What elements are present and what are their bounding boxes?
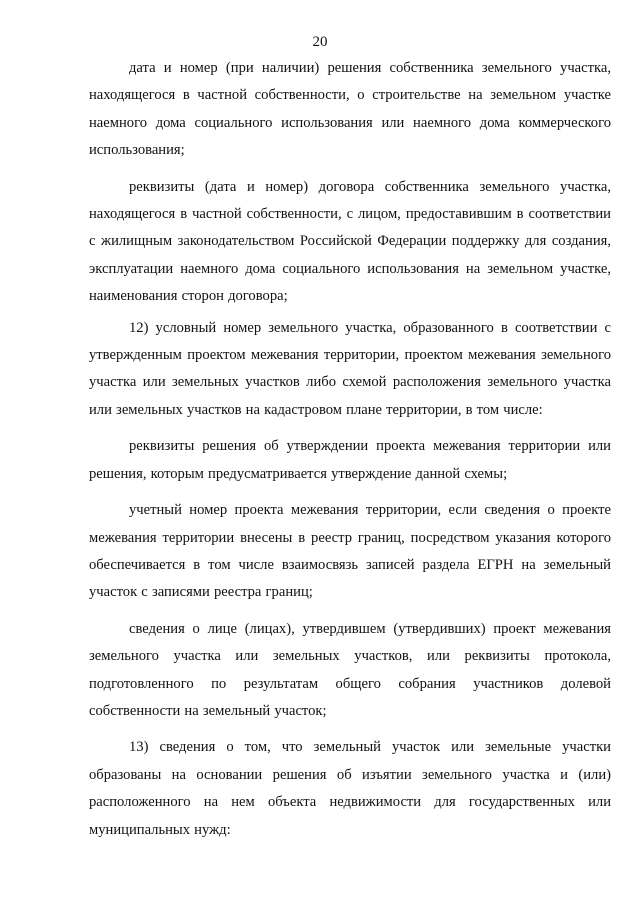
paragraph-owner-decision: дата и номер (при наличии) решения собственника земельного участка, находящегося в частной собственности, о строительстве на земельном участке наемного дома социального использования или наемного дома коммерческого использования; bbox=[89, 60, 611, 159]
paragraph-registration-number: учетный номер проекта межевания территории, если сведения о проекте межевания территории внесены в реестр границ, посредством указания которого обеспечивается в том числе взаимосвязь записей раздела ЕГРН на земельный участок с записями реестра границ; bbox=[89, 502, 611, 601]
page-number: 20 bbox=[312, 34, 328, 50]
paragraph-contract-details: реквизиты (дата и номер) договора собственника земельного участка, находящегося в частной собственности, с лицом, предоставившим в соответствии с жилищным законодательством Российской Федерации поддержку для создания, эксплуатации наемного дома социального использования на земельном участке, наименования сторон договора; bbox=[89, 178, 611, 305]
document-body bbox=[89, 55, 611, 844]
paragraph-item-13: 13) сведения о том, что земельный участок или земельные участки образованы на основании решения об изъятии земельного участка и (или) расположенного на нем объекта недвижимости для государственных или муниципальных нужд: bbox=[89, 739, 611, 838]
paragraph-item-12: 12) условный номер земельного участка, образованного в соответствии с утвержденным проектом межевания территории, проектом межевания земельного участка или земельных участков либо схемой расположения земельного участка или земельных участков на кадастровом плане территории, в том числе: bbox=[89, 319, 611, 418]
paragraph-approver-info: сведения о лице (лицах), утвердившем (утвердивших) проект межевания земельного участка или земельных участков, или реквизиты протокола, подготовленного по результатам общего собрания участников долевой собственности на земельный участок; bbox=[89, 620, 611, 719]
paragraph-approval-decision: реквизиты решения об утверждении проекта межевания территории или решения, которым предусматривается утверждение данной схемы; bbox=[89, 438, 611, 482]
